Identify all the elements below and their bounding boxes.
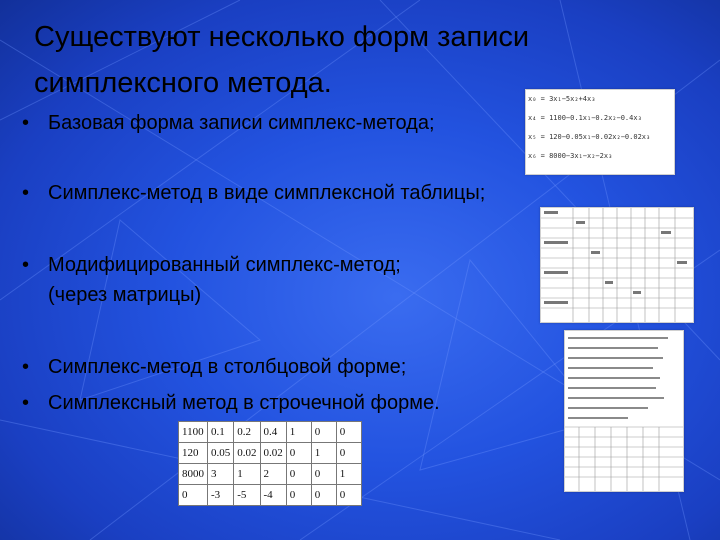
simplex-table-grid-image [541, 208, 693, 322]
bullet-text: Модифицированный симплекс-метод; [48, 254, 401, 276]
bullet-text: Базовая форма записи симплекс-метода; [48, 112, 435, 134]
bullet-item [22, 250, 401, 310]
bullet-item [22, 388, 440, 418]
table-cell: 3 [208, 464, 234, 485]
table-cell: 0 [286, 443, 311, 464]
table-row [179, 443, 362, 464]
bullet-text: Симплекс-метод в столбцовой форме; [48, 356, 407, 378]
bullet-item [22, 108, 435, 138]
table-cell: 8000 [179, 464, 208, 485]
table-cell: -3 [208, 485, 234, 506]
table-cell: 1100 [179, 422, 208, 443]
table-cell: 1 [286, 422, 311, 443]
table-cell: -4 [260, 485, 286, 506]
bullet-subtext: (через матрицы) [48, 284, 202, 306]
equation-line: x₀ = 3x₁−5x₂+4x₃ [528, 95, 596, 103]
table-cell: 1 [336, 464, 361, 485]
table-cell: 120 [179, 443, 208, 464]
table-cell: 1 [311, 443, 336, 464]
equations-thumbnail [525, 89, 675, 175]
table-cell: 0.02 [234, 443, 260, 464]
simplex-table-thumbnail [540, 207, 694, 323]
table-cell: 2 [260, 464, 286, 485]
bullet-text: Симплекс-метод в виде симплексной таблицы; [48, 182, 486, 204]
bullet-marker: • [22, 254, 30, 276]
table-cell: 0 [286, 464, 311, 485]
table-cell: 0 [336, 485, 361, 506]
bullet-text: Симплексный метод в строчечной форме. [48, 392, 440, 414]
bullet-marker: • [22, 356, 30, 378]
table-cell: 0 [311, 464, 336, 485]
slide-title: Существуют несколько форм записи симплексного метода. [34, 21, 530, 99]
table-row [179, 464, 362, 485]
table-cell: 0.2 [234, 422, 260, 443]
table-cell: 0.4 [260, 422, 286, 443]
matrix-table [178, 421, 362, 506]
table-cell: 0.02 [260, 443, 286, 464]
table-cell: -5 [234, 485, 260, 506]
column-form-thumbnail [564, 330, 684, 492]
equation-line: x₄ = 1100−0.1x₁−0.2x₂−0.4x₃ [528, 114, 642, 122]
bullet-item [22, 178, 485, 208]
table-cell: 0 [179, 485, 208, 506]
bullet-marker: • [22, 112, 30, 134]
table-cell: 0 [336, 422, 361, 443]
table-row [179, 422, 362, 443]
table-cell: 1 [234, 464, 260, 485]
bullet-marker: • [22, 182, 30, 204]
table-cell: 0.05 [208, 443, 234, 464]
equation-line: x₆ = 8000−3x₁−x₂−2x₃ [528, 152, 613, 160]
table-cell: 0 [311, 422, 336, 443]
table-row [179, 485, 362, 506]
table-cell: 0 [336, 443, 361, 464]
bullet-marker: • [22, 392, 30, 414]
table-cell: 0.1 [208, 422, 234, 443]
table-cell: 0 [311, 485, 336, 506]
equation-line: x₅ = 120−0.05x₁−0.02x₂−0.02x₃ [528, 133, 651, 141]
table-cell: 0 [286, 485, 311, 506]
column-form-image [565, 331, 683, 491]
bullet-item [22, 352, 406, 382]
